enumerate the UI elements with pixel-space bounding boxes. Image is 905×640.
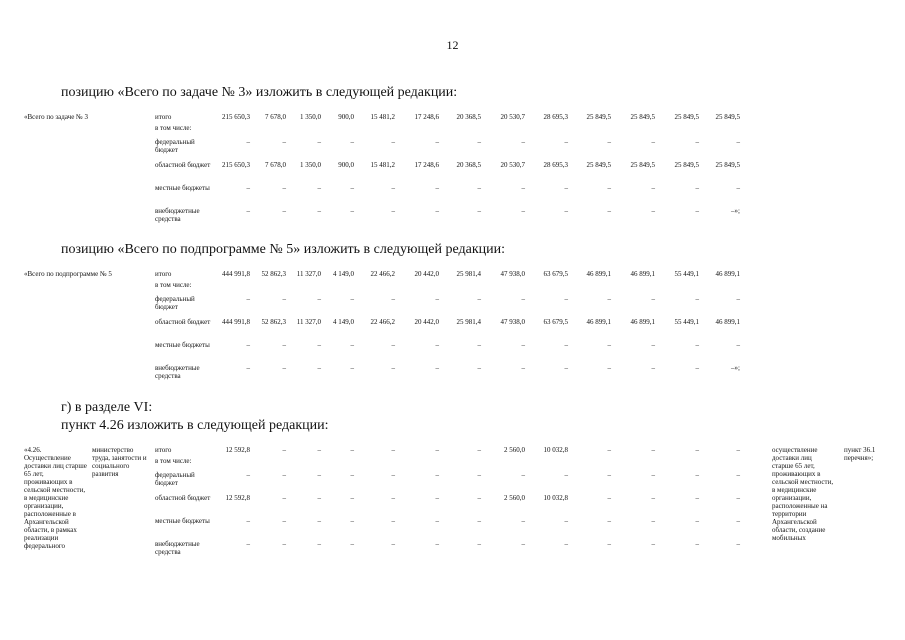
value-cell: – [607, 184, 611, 192]
value-cell: – [391, 341, 395, 349]
value-cell: 28 695,3 [543, 113, 568, 121]
value-cell: – [391, 471, 395, 479]
value-cell: – [350, 494, 354, 502]
value-cell: 25 849,5 [586, 161, 611, 169]
value-cell: – [564, 138, 568, 146]
value-cell: – [435, 207, 439, 215]
value-cell: – [282, 364, 286, 372]
value-cell: – [435, 364, 439, 372]
value-cell: – [317, 540, 321, 548]
value-cell: – [391, 446, 395, 454]
value-cell: – [435, 341, 439, 349]
row-label-extrabudget: внебюджетные средства [155, 207, 200, 223]
value-cell: – [564, 364, 568, 372]
value-cell: – [435, 494, 439, 502]
value-cell: 20 442,0 [414, 318, 439, 326]
value-cell: – [521, 295, 525, 303]
value-cell: – [477, 471, 481, 479]
value-cell: – [695, 295, 699, 303]
value-cell: – [607, 446, 611, 454]
value-cell: – [317, 364, 321, 372]
value-cell: – [246, 540, 250, 548]
value-cell: 55 449,1 [674, 318, 699, 326]
value-cell: – [317, 471, 321, 479]
value-cell: – [435, 184, 439, 192]
row-label-local: местные бюджеты [155, 517, 210, 525]
value-cell: – [282, 184, 286, 192]
value-cell: – [736, 341, 740, 349]
value-cell: – [350, 207, 354, 215]
value-cell: 1 350,0 [300, 113, 321, 121]
value-cell: – [651, 364, 655, 372]
value-cell: 4 149,0 [333, 318, 354, 326]
row-label-including: в том числе: [155, 281, 192, 289]
value-cell: 20 530,7 [500, 161, 525, 169]
value-cell: – [477, 517, 481, 525]
heading-item-4-26: пункт 4.26 изложить в следующей редакции: [61, 418, 329, 433]
value-cell: 215 650,3 [222, 113, 250, 121]
value-cell: – [317, 184, 321, 192]
row-label-regional: областной бюджет [155, 494, 211, 502]
value-cell: 22 466,2 [370, 318, 395, 326]
value-cell: – [651, 471, 655, 479]
heading-section-vi: г) в разделе VI: [61, 400, 153, 415]
value-cell: – [391, 207, 395, 215]
value-cell: 12 592,8 [225, 494, 250, 502]
value-cell: 25 849,5 [586, 113, 611, 121]
value-cell: – [246, 341, 250, 349]
value-cell: – [736, 540, 740, 548]
value-cell: – [564, 540, 568, 548]
value-cell: 900,0 [338, 113, 354, 121]
row-label-extrabudget: внебюджетные средства [155, 364, 200, 380]
value-cell: 444 991,8 [222, 318, 250, 326]
value-cell: – [282, 295, 286, 303]
value-cell: 52 862,3 [261, 318, 286, 326]
value-cell: 11 327,0 [296, 270, 321, 278]
value-cell: 7 678,0 [265, 113, 286, 121]
value-cell: 46 899,1 [715, 318, 740, 326]
value-cell: – [607, 517, 611, 525]
value-cell: – [391, 517, 395, 525]
value-cell: 55 449,1 [674, 270, 699, 278]
value-cell: 63 679,5 [543, 270, 568, 278]
value-cell: – [317, 517, 321, 525]
value-cell: – [736, 471, 740, 479]
value-cell: – [282, 517, 286, 525]
value-cell: – [282, 138, 286, 146]
value-cell: – [435, 138, 439, 146]
value-cell: – [246, 184, 250, 192]
value-cell: – [651, 446, 655, 454]
value-cell: – [651, 494, 655, 502]
page-number: 12 [446, 38, 459, 52]
value-cell: 52 862,3 [261, 270, 286, 278]
value-cell: – [391, 295, 395, 303]
value-cell: – [521, 138, 525, 146]
value-cell: 10 032,8 [543, 494, 568, 502]
value-cell: – [391, 138, 395, 146]
value-cell: – [607, 364, 611, 372]
value-cell: – [607, 540, 611, 548]
value-cell: – [246, 138, 250, 146]
row-label-federal: федеральный бюджет [155, 295, 195, 311]
value-cell: – [736, 295, 740, 303]
value-cell: – [435, 446, 439, 454]
value-cell: – [607, 494, 611, 502]
row-label-including: в том числе: [155, 124, 192, 132]
value-cell: 15 481,2 [370, 161, 395, 169]
value-cell: 4 149,0 [333, 270, 354, 278]
value-cell: – [435, 540, 439, 548]
table-title: «Всего по подпрограмме № 5 [24, 270, 112, 278]
value-cell: – [350, 517, 354, 525]
value-cell: 46 899,1 [586, 318, 611, 326]
row-label-total: итого [155, 113, 172, 121]
row-label-federal: федеральный бюджет [155, 138, 195, 154]
value-cell: – [477, 138, 481, 146]
value-cell: 7 678,0 [265, 161, 286, 169]
value-cell: 28 695,3 [543, 161, 568, 169]
value-cell: –»; [731, 207, 740, 215]
value-cell: – [350, 295, 354, 303]
value-cell: – [282, 494, 286, 502]
row-label-total: итого [155, 446, 172, 454]
value-cell: – [736, 494, 740, 502]
value-cell: – [521, 364, 525, 372]
row-label-local: местные бюджеты [155, 184, 210, 192]
value-cell: – [282, 471, 286, 479]
value-cell: – [695, 471, 699, 479]
value-cell: 12 592,8 [225, 446, 250, 454]
value-cell: – [391, 540, 395, 548]
value-cell: – [477, 494, 481, 502]
value-cell: – [350, 364, 354, 372]
value-cell: – [695, 540, 699, 548]
value-cell: 25 849,5 [715, 113, 740, 121]
value-cell: 25 849,5 [674, 161, 699, 169]
value-cell: – [651, 341, 655, 349]
item-result: осуществление доставки лиц старше 65 лет, проживающих в сельской местности, в медицинские организации, расположенные на территории Архангельской области, создание мобильных [772, 446, 834, 542]
value-cell: – [246, 364, 250, 372]
value-cell: – [350, 446, 354, 454]
value-cell: – [695, 138, 699, 146]
value-cell: – [564, 295, 568, 303]
value-cell: 20 368,5 [456, 161, 481, 169]
value-cell: – [736, 446, 740, 454]
value-cell: – [651, 540, 655, 548]
value-cell: – [391, 494, 395, 502]
value-cell: 22 466,2 [370, 270, 395, 278]
item-executor: министерство труда, занятости и социального развития [92, 446, 147, 478]
value-cell: – [246, 207, 250, 215]
value-cell: 47 938,0 [500, 270, 525, 278]
value-cell: – [651, 138, 655, 146]
value-cell: – [435, 295, 439, 303]
value-cell: – [564, 184, 568, 192]
heading-task-3: позицию «Всего по задаче № 3» изложить в следующей редакции: [61, 85, 458, 100]
value-cell: 25 849,5 [715, 161, 740, 169]
value-cell: – [317, 494, 321, 502]
row-label-regional: областной бюджет [155, 161, 211, 169]
value-cell: 46 899,1 [630, 318, 655, 326]
value-cell: – [317, 295, 321, 303]
value-cell: – [607, 341, 611, 349]
value-cell: 11 327,0 [296, 318, 321, 326]
value-cell: 215 650,3 [222, 161, 250, 169]
value-cell: – [695, 364, 699, 372]
value-cell: 10 032,8 [543, 446, 568, 454]
value-cell: – [350, 184, 354, 192]
value-cell: – [695, 446, 699, 454]
value-cell: 2 560,0 [504, 494, 525, 502]
value-cell: – [435, 471, 439, 479]
value-cell: – [564, 517, 568, 525]
value-cell: 47 938,0 [500, 318, 525, 326]
value-cell: – [607, 471, 611, 479]
value-cell: – [521, 471, 525, 479]
value-cell: 1 350,0 [300, 161, 321, 169]
value-cell: 20 368,5 [456, 113, 481, 121]
value-cell: – [651, 295, 655, 303]
value-cell: – [564, 207, 568, 215]
heading-subprogram-5: позицию «Всего по подпрограмме № 5» изложить в следующей редакции: [61, 242, 506, 257]
value-cell: – [317, 138, 321, 146]
value-cell: 17 248,6 [414, 113, 439, 121]
value-cell: 46 899,1 [630, 270, 655, 278]
value-cell: – [477, 540, 481, 548]
value-cell: 17 248,6 [414, 161, 439, 169]
row-label-federal: федеральный бюджет [155, 471, 195, 487]
value-cell: – [607, 138, 611, 146]
value-cell: – [477, 184, 481, 192]
value-cell: – [651, 517, 655, 525]
value-cell: 25 849,5 [630, 161, 655, 169]
value-cell: – [350, 540, 354, 548]
value-cell: – [477, 341, 481, 349]
value-cell: – [391, 184, 395, 192]
value-cell: – [391, 364, 395, 372]
value-cell: – [695, 494, 699, 502]
value-cell: – [350, 471, 354, 479]
value-cell: 46 899,1 [586, 270, 611, 278]
row-label-local: местные бюджеты [155, 341, 210, 349]
value-cell: 25 981,4 [456, 270, 481, 278]
value-cell: – [282, 446, 286, 454]
value-cell: – [736, 138, 740, 146]
value-cell: – [350, 341, 354, 349]
value-cell: – [695, 517, 699, 525]
value-cell: –»; [731, 364, 740, 372]
value-cell: – [477, 295, 481, 303]
value-cell: – [736, 517, 740, 525]
table-title: «Всего по задаче № 3 [24, 113, 88, 121]
value-cell: – [695, 184, 699, 192]
item-reference: пункт 36.1 перечня»; [844, 446, 876, 462]
value-cell: – [564, 341, 568, 349]
item-description: «4.26. Осуществление доставки лиц старше 65 лет, проживающих в сельской местности, в медицинские организации, расположенные в Архангельской области, в рамках реализации федерального [24, 446, 87, 550]
value-cell: – [736, 184, 740, 192]
value-cell: 20 442,0 [414, 270, 439, 278]
value-cell: – [317, 341, 321, 349]
value-cell: – [521, 184, 525, 192]
value-cell: – [521, 540, 525, 548]
value-cell: – [564, 471, 568, 479]
value-cell: 25 849,5 [630, 113, 655, 121]
value-cell: – [282, 207, 286, 215]
value-cell: – [695, 207, 699, 215]
value-cell: – [477, 364, 481, 372]
value-cell: – [521, 517, 525, 525]
value-cell: – [477, 446, 481, 454]
row-label-total: итого [155, 270, 172, 278]
value-cell: – [607, 295, 611, 303]
value-cell: – [651, 207, 655, 215]
row-label-extrabudget: внебюджетные средства [155, 540, 200, 556]
value-cell: – [317, 446, 321, 454]
value-cell: – [246, 471, 250, 479]
row-label-regional: областной бюджет [155, 318, 211, 326]
value-cell: – [246, 517, 250, 525]
value-cell: 20 530,7 [500, 113, 525, 121]
value-cell: – [350, 138, 354, 146]
value-cell: – [477, 207, 481, 215]
value-cell: – [521, 207, 525, 215]
value-cell: – [282, 540, 286, 548]
value-cell: – [521, 341, 525, 349]
value-cell: 900,0 [338, 161, 354, 169]
value-cell: – [317, 207, 321, 215]
value-cell: – [651, 184, 655, 192]
value-cell: – [246, 295, 250, 303]
value-cell: – [607, 207, 611, 215]
value-cell: 2 560,0 [504, 446, 525, 454]
value-cell: 25 849,5 [674, 113, 699, 121]
value-cell: 25 981,4 [456, 318, 481, 326]
value-cell: 63 679,5 [543, 318, 568, 326]
value-cell: 444 991,8 [222, 270, 250, 278]
value-cell: 46 899,1 [715, 270, 740, 278]
value-cell: – [282, 341, 286, 349]
value-cell: – [695, 341, 699, 349]
value-cell: 15 481,2 [370, 113, 395, 121]
value-cell: – [435, 517, 439, 525]
row-label-including: в том числе: [155, 457, 192, 465]
